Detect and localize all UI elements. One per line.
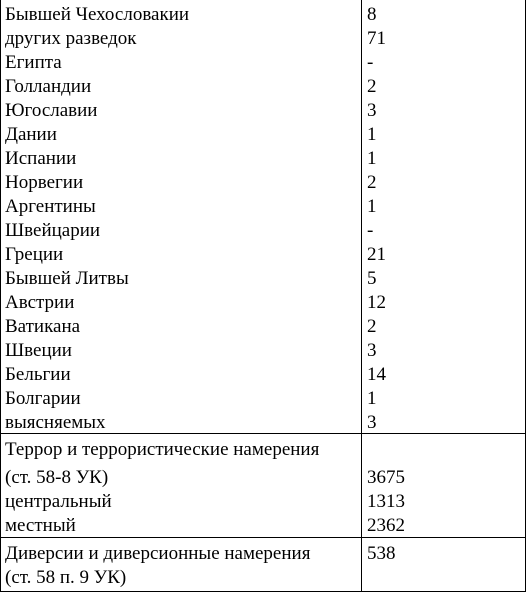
diversion-value: 538 — [367, 543, 396, 564]
row-divider-diversion — [0, 537, 526, 538]
terror-article-value: 3675 — [367, 467, 405, 488]
row-label: Аргентины — [5, 196, 96, 217]
diversion-title: Диверсии и диверсионные намерения — [5, 543, 311, 564]
row-value: 8 — [367, 4, 377, 25]
row-label: Болгарии — [5, 388, 81, 409]
row-value: 5 — [367, 268, 377, 289]
row-value: 2 — [367, 76, 377, 97]
row-value: 71 — [367, 28, 386, 49]
row-label: Греции — [5, 244, 64, 265]
terror-central-value: 1313 — [367, 491, 405, 512]
row-label: Испании — [5, 148, 77, 169]
row-value: 21 — [367, 244, 386, 265]
row-value: - — [367, 52, 374, 73]
row-label: других разведок — [5, 28, 137, 49]
row-value: 3 — [367, 340, 377, 361]
row-value: - — [367, 220, 374, 241]
diversion-article: (ст. 58 п. 9 УК) — [5, 567, 127, 588]
row-label: Бывшей Чехословакии — [5, 4, 190, 25]
row-label: Бывшей Литвы — [5, 268, 129, 289]
column-divider — [361, 0, 362, 592]
terror-title: Террор и террористические намерения — [5, 439, 320, 460]
row-value: 1 — [367, 196, 377, 217]
row-value: 2 — [367, 316, 377, 337]
row-label: Югославии — [5, 100, 98, 121]
row-label: Швеции — [5, 340, 72, 361]
row-value: 1 — [367, 124, 377, 145]
row-value: 2 — [367, 172, 377, 193]
terror-article: (ст. 58-8 УК) — [5, 467, 109, 488]
row-label: Бельгии — [5, 364, 71, 385]
row-value: 1 — [367, 388, 377, 409]
row-value: 12 — [367, 292, 386, 313]
row-value: 14 — [367, 364, 386, 385]
row-value: 3 — [367, 412, 377, 433]
row-value: 3 — [367, 100, 377, 121]
row-label: Австрии — [5, 292, 75, 313]
terror-central-label: центральный — [5, 491, 112, 512]
row-label: Норвегии — [5, 172, 84, 193]
row-label: Голландии — [5, 76, 92, 97]
terror-local-value: 2362 — [367, 515, 405, 536]
row-label: выясняемых — [5, 412, 106, 433]
row-label: Египта — [5, 52, 62, 73]
terror-local-label: местный — [5, 515, 76, 536]
row-value: 1 — [367, 148, 377, 169]
row-label: Дании — [5, 124, 57, 145]
row-label: Ватикана — [5, 316, 81, 337]
row-label: Швейцарии — [5, 220, 101, 241]
